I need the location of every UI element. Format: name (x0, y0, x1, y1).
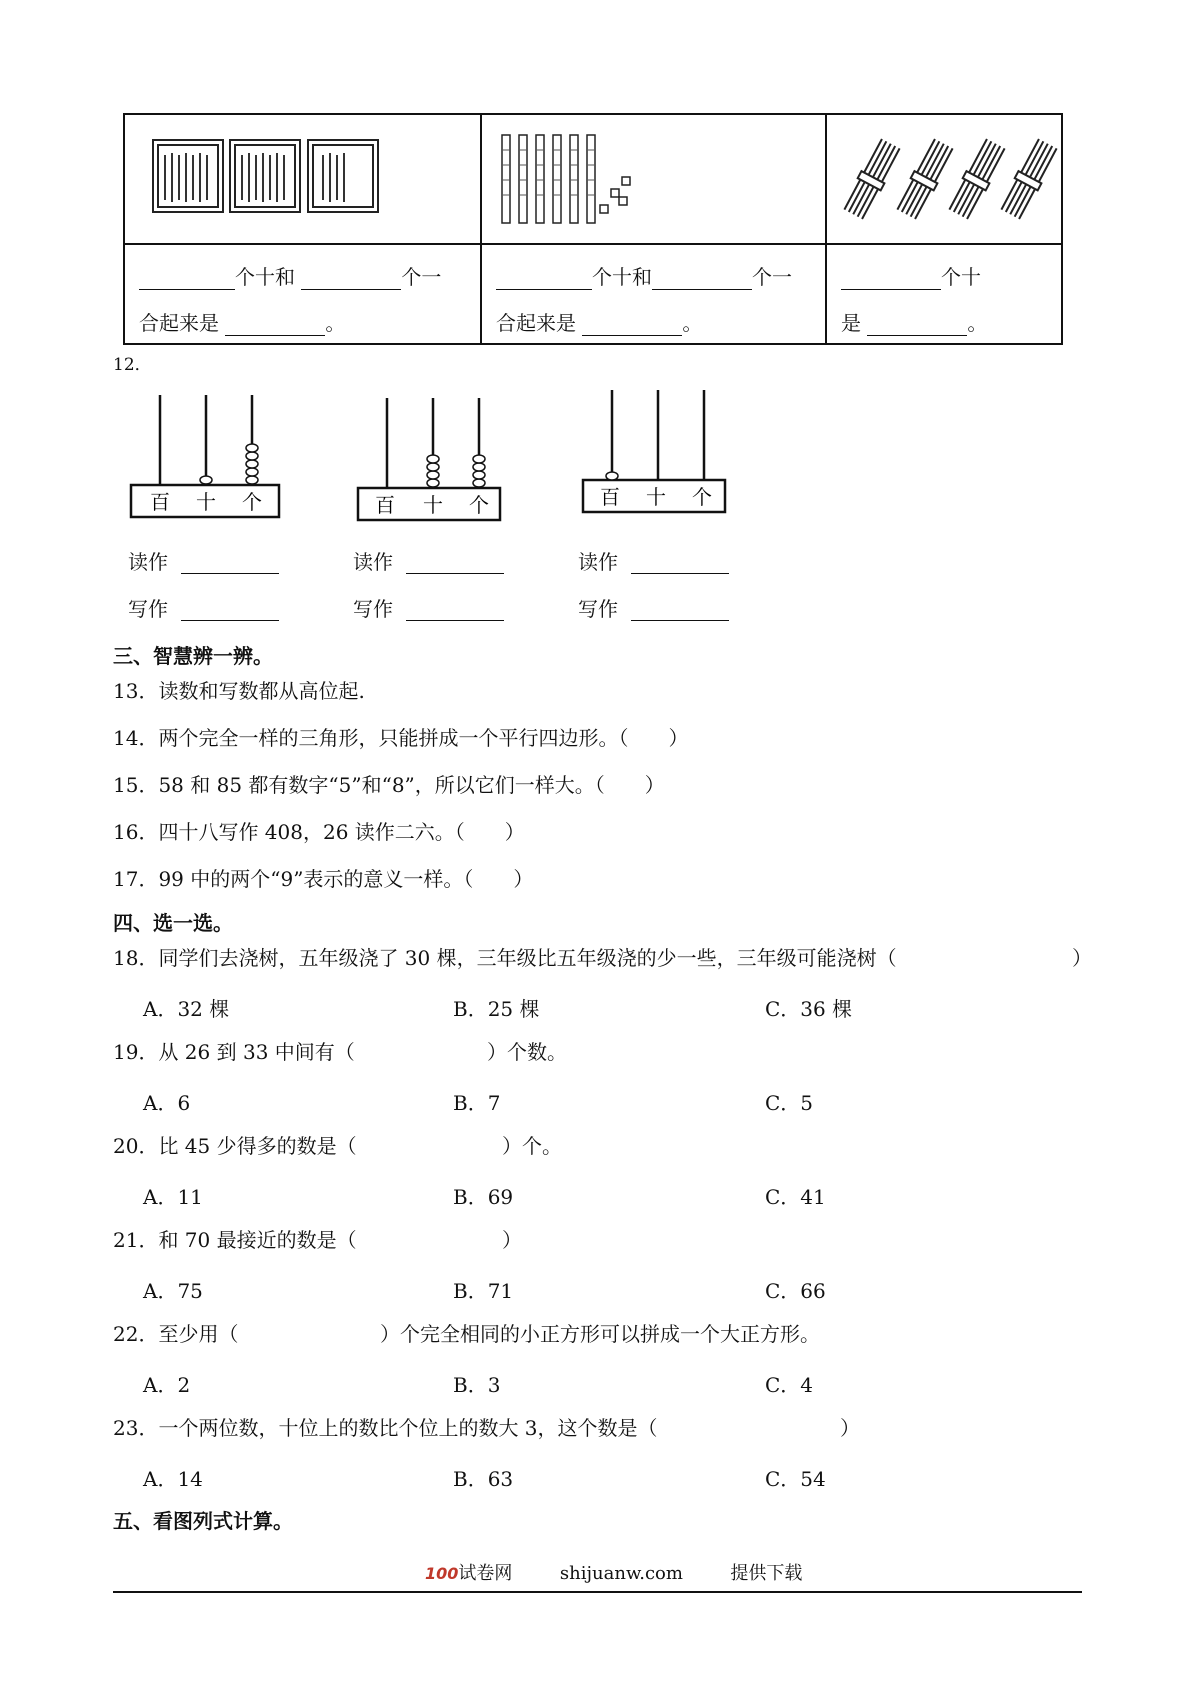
label-ones: 个 (469, 493, 489, 517)
abacus-figure (355, 393, 515, 523)
cell-3-answer (826, 244, 1062, 344)
option-b[interactable]: B．63 (453, 1467, 514, 1491)
cell-1-answer (124, 244, 481, 344)
question-close: ）个。 (502, 1134, 562, 1158)
judge-item: 13．读数和写数都从高位起. (113, 679, 365, 703)
question-close: ） (502, 1228, 522, 1252)
footer (425, 1562, 802, 1586)
text: 个十和 (592, 265, 652, 289)
option-a[interactable]: A．14 (143, 1467, 203, 1491)
text: 。 (682, 311, 703, 335)
option-a[interactable]: A．2 (143, 1373, 191, 1397)
read-label: 读作 (353, 550, 393, 574)
blank[interactable] (301, 269, 401, 290)
text: 合起来是 (139, 311, 219, 335)
judge-item: 16．四十八写作 408，26 读作二六。（ ） (113, 820, 525, 844)
text: 合起来是 (496, 311, 576, 335)
judge-item: 15．58 和 85 都有数字“5”和“8”，所以它们一样大。（ ） (113, 773, 665, 797)
section-heading: 五、看图列式计算。 (113, 1509, 293, 1533)
question-close: ）个数。 (487, 1040, 567, 1064)
question-text: 22．至少用（ (113, 1322, 239, 1346)
cell-counter-rods (481, 114, 826, 244)
option-b[interactable]: B．25 棵 (453, 997, 540, 1021)
write-blank[interactable] (406, 600, 504, 621)
option-a[interactable]: A．11 (143, 1185, 203, 1209)
section-heading: 三、智慧辨一辨。 (113, 644, 273, 668)
site-domain[interactable]: shijuanw.com (559, 1563, 683, 1584)
option-b[interactable]: B．3 (453, 1373, 501, 1397)
abacus-figure (580, 385, 740, 515)
abacus-1 (128, 390, 288, 524)
label-tens: 十 (423, 493, 443, 517)
blank[interactable] (867, 315, 967, 336)
judge-item: 14．两个完全一样的三角形，只能拼成一个平行四边形。（ ） (113, 726, 689, 750)
question-text: 18．同学们去浇树，五年级浇了 30 棵，三年级比五年级浇的少一些，三年级可能浇树（ (113, 946, 897, 970)
abacus-2 (355, 393, 515, 527)
boxed-sticks-image (125, 115, 480, 243)
counting-table (123, 113, 1063, 345)
label-hundreds: 百 (600, 485, 620, 509)
option-a[interactable]: A．75 (143, 1279, 203, 1303)
read-blank[interactable] (631, 553, 729, 574)
read-blank[interactable] (406, 553, 504, 574)
option-c[interactable]: C．54 (765, 1467, 826, 1491)
option-a[interactable]: A．6 (143, 1091, 191, 1115)
option-c[interactable]: C．4 (765, 1373, 814, 1397)
write-row-2 (353, 597, 504, 621)
question-text: 21．和 70 最接近的数是（ (113, 1228, 357, 1252)
text: 。 (967, 311, 988, 335)
label-hundreds: 百 (150, 490, 170, 514)
abacus-3 (580, 385, 740, 519)
write-blank[interactable] (631, 600, 729, 621)
write-label: 写作 (353, 597, 393, 621)
blank[interactable] (582, 315, 682, 336)
text: 个十和 (235, 265, 295, 289)
question-close: ） (840, 1416, 860, 1440)
write-blank[interactable] (181, 600, 279, 621)
option-b[interactable]: B．69 (453, 1185, 514, 1209)
text: 。 (325, 311, 346, 335)
label-hundreds: 百 (375, 493, 395, 517)
question-close: ） (1072, 946, 1092, 970)
question-text: 23．一个两位数，十位上的数比个位上的数大 3，这个数是（ (113, 1416, 658, 1440)
label-tens: 十 (646, 485, 666, 509)
read-label: 读作 (128, 550, 168, 574)
blank[interactable] (225, 315, 325, 336)
text: 是 (841, 311, 861, 335)
read-row-2 (353, 550, 504, 574)
footer-divider (113, 1591, 1082, 1593)
write-label: 写作 (578, 597, 618, 621)
label-tens: 十 (196, 490, 216, 514)
footer-note: 提供下载 (730, 1563, 803, 1584)
text: 个十 (941, 265, 981, 289)
option-a[interactable]: A．32 棵 (143, 997, 230, 1021)
label-ones: 个 (692, 485, 712, 509)
stick-bundles-image (827, 115, 1061, 243)
option-c[interactable]: C．5 (765, 1091, 814, 1115)
read-row-1 (128, 550, 279, 574)
abacus-figure (128, 390, 288, 520)
option-c[interactable]: C．41 (765, 1185, 826, 1209)
question-close: ）个完全相同的小正方形可以拼成一个大正方形。 (380, 1322, 820, 1346)
blank[interactable] (139, 269, 235, 290)
option-c[interactable]: C．36 棵 (765, 997, 853, 1021)
question-text: 20．比 45 少得多的数是（ (113, 1134, 357, 1158)
cell-2-answer (481, 244, 826, 344)
site-logo: 100 (425, 1564, 459, 1583)
write-row-1 (128, 597, 279, 621)
section-heading: 四、选一选。 (113, 911, 233, 935)
text: 个一 (401, 265, 442, 289)
question-number: 12． (113, 355, 152, 375)
write-row-3 (578, 597, 729, 621)
read-row-3 (578, 550, 729, 574)
cell-bundles-boxes (124, 114, 481, 244)
option-b[interactable]: B．7 (453, 1091, 501, 1115)
option-b[interactable]: B．71 (453, 1279, 514, 1303)
site-name: 试卷网 (458, 1563, 513, 1584)
read-blank[interactable] (181, 553, 279, 574)
read-label: 读作 (578, 550, 618, 574)
blank[interactable] (652, 269, 752, 290)
judge-item: 17．99 中的两个“9”表示的意义一样。（ ） (113, 867, 534, 891)
label-ones: 个 (242, 490, 262, 514)
blank[interactable] (841, 269, 941, 290)
write-label: 写作 (128, 597, 168, 621)
cell-stick-bundles (826, 114, 1062, 244)
option-c[interactable]: C．66 (765, 1279, 826, 1303)
question-text: 19．从 26 到 33 中间有（ (113, 1040, 355, 1064)
counter-rods-image (482, 115, 825, 243)
blank[interactable] (496, 269, 592, 290)
text: 个一 (752, 265, 792, 289)
